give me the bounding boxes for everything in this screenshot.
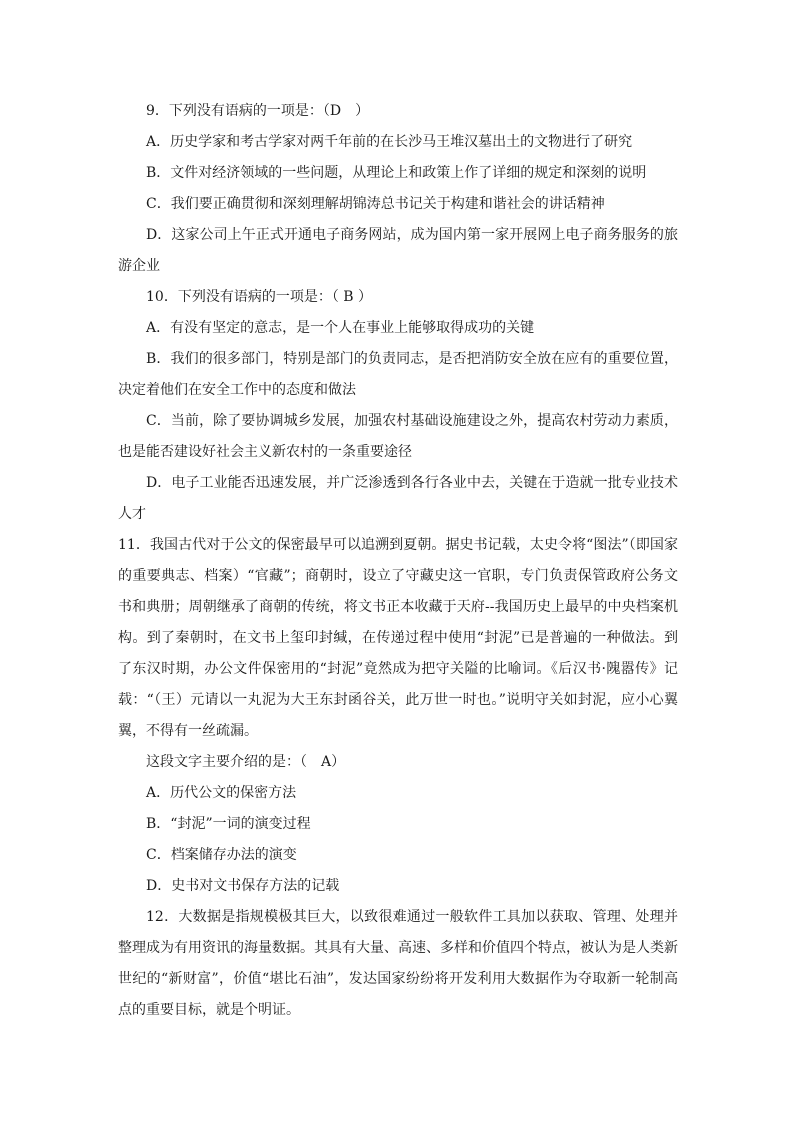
q12-passage: 12．大数据是指规模极其巨大，以致很难通过一般软件工具加以获取、管理、处理并整理成为有用资讯的海量数据。其具有大量、高速、多样和价值四个特点，被认为是人类新世纪的“新财富”，价值“堪比石油”，发达国家纷纷将开发利用大数据作为夺取新一轮制高点的重要目标，就是个明证。 [118, 909, 678, 1018]
q9-option-d: D．这家公司上午正式开通电子商务网站，成为国内第一家开展网上电子商务服务的旅游企业 [118, 227, 678, 274]
q9-stem: 9．下列没有语病的一项是：（D ） [146, 103, 370, 119]
q10-option-c: C．当前，除了要协调城乡发展，加强农村基础设施建设之外，提高农村劳动力素质，也是能否建设好社会主义新农村的一条重要途径 [118, 413, 678, 460]
q11-option-b: B．“封泥”一词的演变过程 [146, 816, 311, 832]
q10-stem: 10．下列没有语病的一项是：（ B ） [146, 289, 373, 305]
q11-passage: 11．我国古代对于公文的保密最早可以追溯到夏朝。据史书记载，太史令将“图法”（即国家的重要典志、档案）“官藏”；商朝时，设立了守藏史这一官职，专门负责保管政府公务文书和典册；周朝继承了商朝的传统，将文书正本收藏于天府--我国历史上最早的中央档案机构。到了秦朝时，在文书上玺印封缄，在传递过程中使用“封泥”已是普遍的一种做法。到了东汉时期，办公文件保密用的“封泥”竟然成为把守关隘的比喻词。《后汉书·隗嚣传》记载：“（王）元请以一丸泥为大王东封函谷关，此万世一时也。”说明守关如封泥，应小心翼翼，不得有一丝疏漏。 [118, 537, 678, 739]
q11-option-a: A．历代公文的保密方法 [146, 785, 297, 801]
q10-option-d: D．电子工业能否迅速发展，并广泛渗透到各行各业中去，关键在于造就一批专业技术人才 [118, 475, 678, 522]
document-page [118, 96, 678, 1026]
q9-option-b: B．文件对经济领域的一些问题，从理论上和政策上作了详细的规定和深刻的说明 [146, 165, 647, 181]
q10-option-a: A．有没有坚定的意志，是一个人在事业上能够取得成功的关键 [146, 320, 535, 336]
q11-stem: 这段文字主要介绍的是：（ A） [146, 754, 346, 770]
q9-option-c: C．我们要正确贯彻和深刻理解胡锦涛总书记关于构建和谐社会的讲话精神 [146, 196, 605, 212]
q11-option-d: D．史书对文书保存方法的记载 [146, 878, 340, 894]
q9-option-a: A．历史学家和考古学家对两千年前的在长沙马王堆汉墓出土的文物进行了研究 [146, 134, 633, 150]
q10-option-b: B．我们的很多部门，特别是部门的负责同志，是否把消防安全放在应有的重要位置，决定着他们在安全工作中的态度和做法 [118, 351, 678, 398]
q11-option-c: C．档案储存办法的演变 [146, 847, 297, 863]
